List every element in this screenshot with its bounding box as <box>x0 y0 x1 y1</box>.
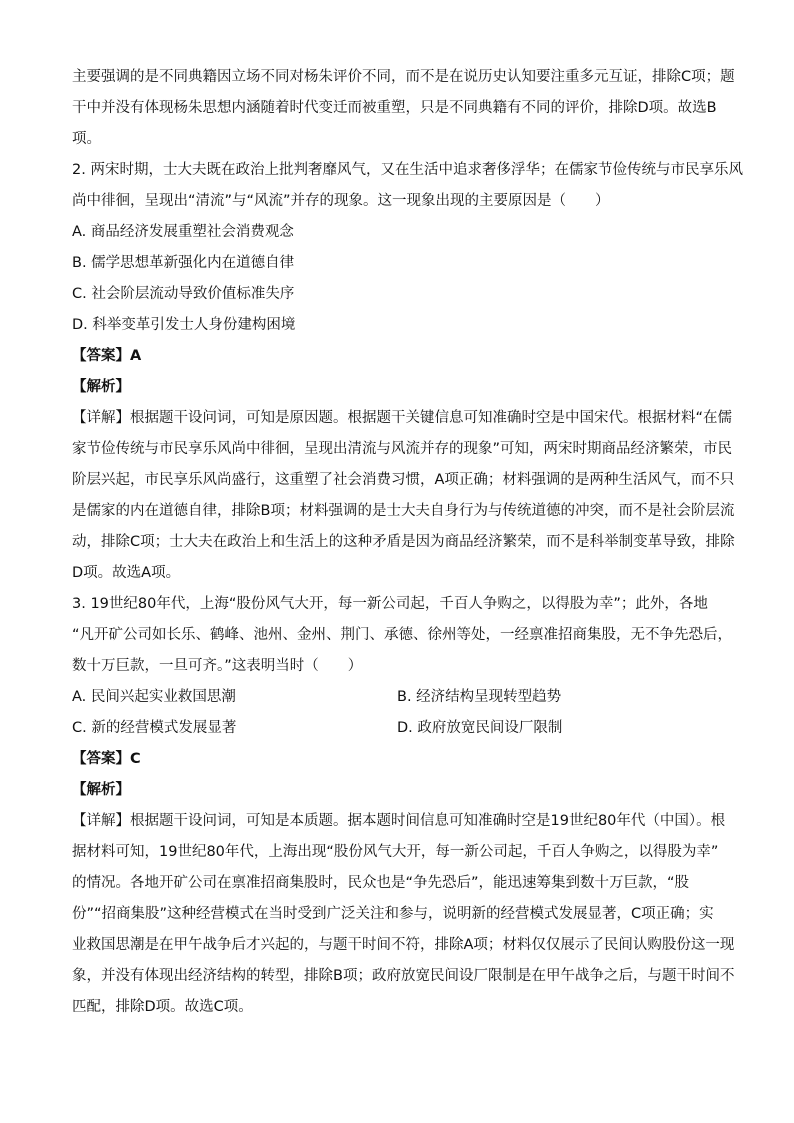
detail-line: 的情况。各地开矿公司在禀准招商集股时，民众也是“争先恐后”，能迅速筹集到数十万巨款，“股 <box>72 875 690 891</box>
detail-line: 象，并没有体现出经济结构的转型，排除B项；政府放宽民间设厂限制是在甲午战争之后，与题干时间不 <box>72 968 735 984</box>
detail-line: 【详解】根据题干设问词，可知是原因题。根据题干关键信息可知准确时空是中国宋代。根据材料“在儒 <box>72 410 733 426</box>
detail-line: 阶层兴起，市民享乐风尚盛行，这重塑了社会消费习惯，A项正确；材料强调的是两种生活风气，而不只 <box>72 472 735 488</box>
detail-line: 匹配，排除D项。故选C项。 <box>72 999 253 1015</box>
question-stem: 尚中徘徊，呈现出“清流”与“风流”并存的现象。这一现象出现的主要原因是（ ） <box>72 193 610 209</box>
option-c: C. 社会阶层流动导致价值标准失序 <box>72 286 295 302</box>
detail-line: 家节俭传统与市民享乐风尚中徘徊，呈现出清流与风流并存的现象”可知，两宋时期商品经济繁荣，市民 <box>72 441 733 457</box>
intro-analysis <box>72 62 735 155</box>
text-line: 干中并没有体现杨朱思想内涵随着时代变迁而被重塑，只是不同典籍有不同的评价，排除D项。故选B <box>72 100 717 116</box>
detail-line: 是儒家的内在道德自律，排除B项；材料强调的是士大夫自身行为与传统道德的冲突，而不是社会阶层流 <box>72 503 735 519</box>
question-stem: 2. 两宋时期，士大夫既在政治上批判奢靡风气，又在生活中追求奢侈浮华；在儒家节俭传统与市民享乐风 <box>72 162 743 178</box>
option-d: D. 政府放宽民间设厂限制 <box>397 720 563 736</box>
question-2 <box>72 155 743 589</box>
option-b: B. 经济结构呈现转型趋势 <box>397 689 562 705</box>
detail-line: 据材料可知，19世纪80年代，上海出现“股份风气大开，每一新公司起，千百人争购之，以得股为幸” <box>72 844 719 860</box>
detail-line: 业救国思潮是在甲午战争后才兴起的，与题干时间不符，排除A项；材料仅仅展示了民间认购股份这一现 <box>72 937 735 953</box>
text-line: 主要强调的是不同典籍因立场不同对杨朱评价不同，而不是在说历史认知要注重多元互证，排除C项；题 <box>72 69 735 85</box>
document-page <box>72 62 743 1023</box>
answer-label: 【答案】C <box>72 751 141 767</box>
detail-line: 【详解】根据题干设问词，可知是本质题。据本题时间信息可知准确时空是19世纪80年代（中国）。根 <box>72 813 726 829</box>
option-c: C. 新的经营模式发展显著 <box>72 720 237 736</box>
detail-line: 份”“招商集股”这种经营模式在当时受到广泛关注和参与，说明新的经营模式发展显著，C项正确；实 <box>72 906 714 922</box>
question-3 <box>72 589 735 1023</box>
option-b: B. 儒学思想革新强化内在道德自律 <box>72 255 295 271</box>
detail-line: 动，排除C项；士大夫在政治上和生活上的这种矛盾是因为商品经济繁荣，而不是科举制变革导致，排除 <box>72 534 735 550</box>
analysis-label: 【解析】 <box>72 782 130 798</box>
options-row <box>72 713 724 744</box>
answer-label: 【答案】A <box>72 348 142 364</box>
question-stem: 3. 19世纪80年代，上海“股份风气大开，每一新公司起，千百人争购之，以得股为幸”；此外，各地 <box>72 596 708 612</box>
option-a: A. 商品经济发展重塑社会消费观念 <box>72 224 294 240</box>
question-stem: 数十万巨款，一旦可齐。”这表明当时（ ） <box>72 658 363 674</box>
option-d: D. 科举变革引发士人身份建构困境 <box>72 317 296 333</box>
analysis-label: 【解析】 <box>72 379 130 395</box>
detail-line: D项。故选A项。 <box>72 565 181 581</box>
question-stem: “凡开矿公司如长乐、鹤峰、池州、金州、荆门、承德、徐州等处，一经禀准招商集股，无不争先恐后， <box>72 627 733 643</box>
option-a: A. 民间兴起实业救国思潮 <box>72 689 236 705</box>
options-row <box>72 682 724 713</box>
text-line: 项。 <box>72 131 101 147</box>
